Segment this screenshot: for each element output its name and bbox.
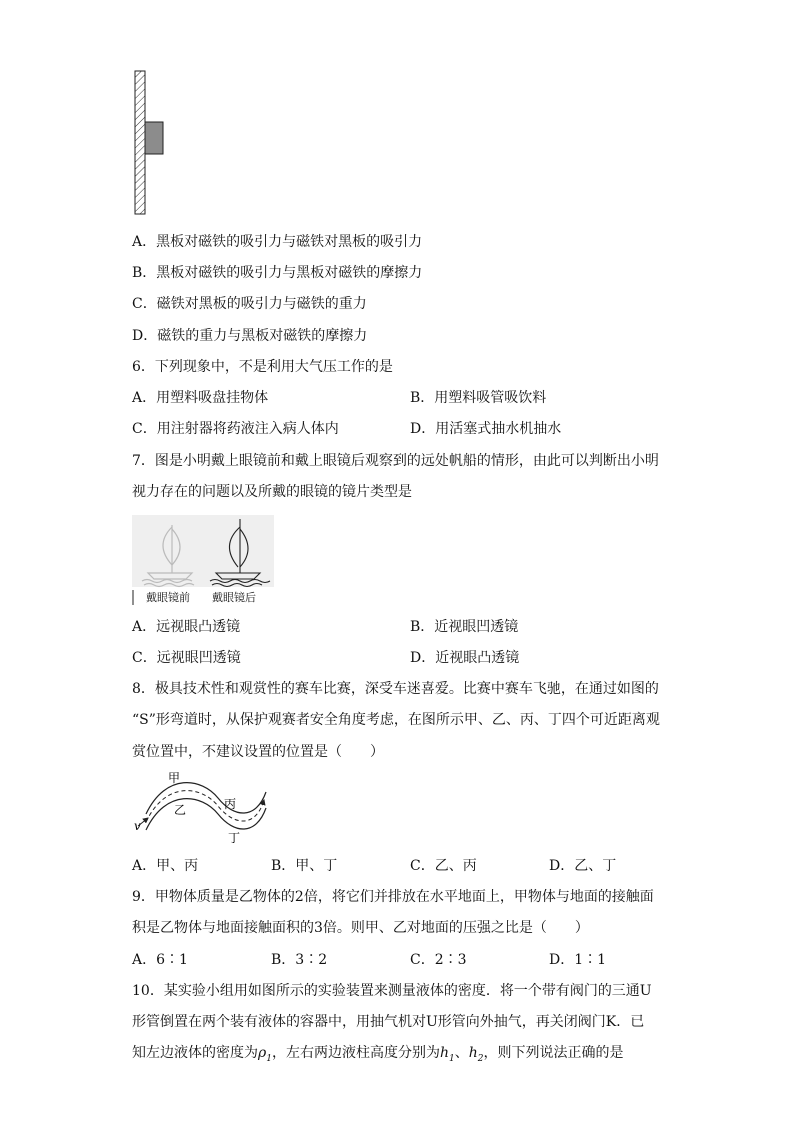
- q8-option-c: C．乙、丙: [410, 858, 477, 874]
- q5-option-c: C．磁铁对黑板的吸引力与磁铁的重力: [132, 296, 367, 312]
- q7-stem-line2: 视力存在的问题以及所戴的眼镜的镜片类型是: [132, 484, 412, 500]
- q6-option-a: A．用塑料吸盘挂物体: [132, 390, 269, 406]
- q6-stem: 6．下列现象中，不是利用大气压工作的是: [132, 359, 393, 375]
- q8-option-b: B．甲、丁: [271, 858, 338, 874]
- magnet: [145, 122, 163, 154]
- q7-option-d: D．近视眼凸透镜: [410, 650, 520, 666]
- h2-subscript: 2: [477, 1053, 484, 1064]
- h1-subscript: 1: [449, 1053, 455, 1064]
- label-ding: 丁: [228, 831, 241, 844]
- label-bing: 丙: [224, 797, 237, 811]
- q10-text-c: ，则下列说法正确的是: [483, 1045, 624, 1061]
- label-yi: 乙: [174, 803, 187, 817]
- blackboard-magnet-figure: [130, 68, 170, 218]
- q7-caption-after: 戴眼镜后: [212, 591, 256, 604]
- rho-subscript: 1: [266, 1053, 272, 1064]
- q7-caption-before: 戴眼镜前: [146, 591, 190, 604]
- rho-symbol: ρ: [258, 1045, 267, 1061]
- q9-option-a: A．6∶1: [132, 952, 188, 968]
- s-curve-track-figure: [132, 768, 272, 844]
- q5-option-a: A．黑板对磁铁的吸引力与磁铁对黑板的吸引力: [132, 234, 423, 250]
- q10-text-a: 知左边液体的密度为: [132, 1045, 258, 1061]
- q9-option-c: C．2∶3: [410, 952, 467, 968]
- q9-option-b: B．3∶2: [271, 952, 328, 968]
- blackboard: [135, 71, 145, 214]
- q5-option-b: B．黑板对磁铁的吸引力与黑板对磁铁的摩擦力: [132, 265, 423, 281]
- q9-stem-line1: 9．甲物体质量是乙物体的2倍，将它们并排放在水平地面上，甲物体与地面的接触面: [132, 889, 654, 905]
- q6-option-d: D．用活塞式抽水机抽水: [410, 421, 562, 437]
- q8-option-a: A．甲、丙: [132, 858, 199, 874]
- q7-option-c: C．远视眼凹透镜: [132, 650, 241, 666]
- q7-option-a: A．远视眼凸透镜: [132, 619, 241, 635]
- q8-stem-line1: 8．极具技术性和观赏性的赛车比赛，深受车迷喜爱。比赛中赛车飞驰，在通过如图的: [132, 681, 659, 697]
- q6-option-c: C．用注射器将药液注入病人体内: [132, 421, 339, 437]
- q7-option-b: B．近视眼凹透镜: [410, 619, 519, 635]
- h2-symbol: h: [468, 1045, 478, 1061]
- q6-option-b: B．用塑料吸管吸饮料: [410, 390, 547, 406]
- q10-stem-line2: 形管倒置在两个装有液体的容器中，用抽气机对U形管向外抽气，再关闭阀门K．已: [132, 1014, 645, 1030]
- q5-option-d: D．磁铁的重力与黑板对磁铁的摩擦力: [132, 328, 368, 344]
- q10-stem-line3: [132, 1043, 624, 1069]
- q8-option-d: D．乙、丁: [549, 858, 617, 874]
- label-jia: 甲: [168, 771, 181, 785]
- label-v: v: [134, 819, 141, 833]
- q10-stem-line1: 10．某实验小组用如图所示的实验装置来测量液体的密度．将一个带有阀门的三通U: [132, 983, 652, 999]
- q9-option-d: D．1∶1: [549, 952, 607, 968]
- q10-text-b: ，左右两边液柱高度分别为: [271, 1045, 440, 1061]
- q8-stem-line3: 赏位置中，不建议设置的位置是（ ）: [132, 744, 384, 760]
- track-inner-edge: [146, 799, 266, 830]
- q7-stem-line1: 7．图是小明戴上眼镜前和戴上眼镜后观察到的远处帆船的情形，由此可以判断出小明: [132, 453, 659, 469]
- q10-separator: 、: [454, 1045, 469, 1061]
- q9-stem-line2: 积是乙物体与地面接触面积的3倍。则甲、乙对地面的压强之比是（ ）: [132, 920, 589, 936]
- h1-symbol: h: [439, 1045, 449, 1061]
- q8-stem-line2: “S”形弯道时，从保护观赛者安全角度考虑，在图所示甲、乙、丙、丁四个可近距离观: [132, 712, 660, 728]
